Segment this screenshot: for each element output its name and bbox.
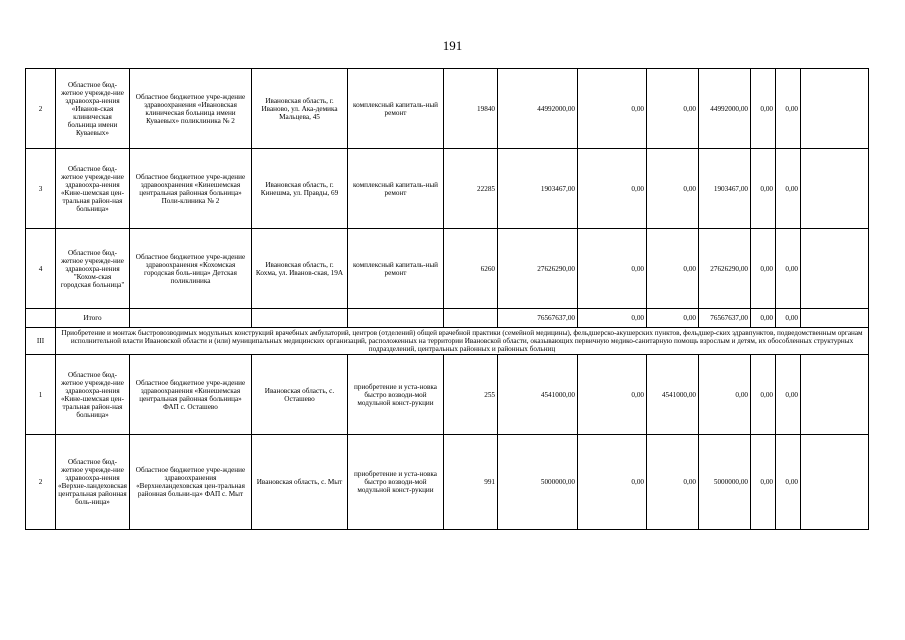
total-label: Итого bbox=[56, 309, 130, 328]
empty-cell bbox=[801, 435, 869, 530]
value-cell: 0,00 bbox=[751, 229, 776, 309]
area-cell: 19840 bbox=[444, 69, 498, 149]
table-row bbox=[26, 435, 869, 530]
value-cell: 44992000,00 bbox=[699, 69, 751, 149]
empty-cell bbox=[801, 355, 869, 435]
value-cell: 1903467,00 bbox=[699, 149, 751, 229]
table-row bbox=[26, 229, 869, 309]
value-cell: 0,00 bbox=[776, 435, 801, 530]
row-number: 3 bbox=[26, 149, 56, 229]
value-cell: 0,00 bbox=[776, 309, 801, 328]
object-cell: Областное бюджетное учре-ждение здравоохранения «Кохомская городская боль-ница» Детская поликлиника bbox=[130, 229, 252, 309]
total-cell: 76567637,00 bbox=[498, 309, 578, 328]
area-cell: 991 bbox=[444, 435, 498, 530]
total-cell: 4541000,00 bbox=[498, 355, 578, 435]
empty-cell bbox=[801, 229, 869, 309]
address-cell: Ивановская область, г. Кинешма, ул. Правды, 69 bbox=[252, 149, 348, 229]
empty-cell bbox=[801, 309, 869, 328]
address-cell: Ивановская область, с. Осташево bbox=[252, 355, 348, 435]
value-cell: 0,00 bbox=[776, 355, 801, 435]
total-cell: 44992000,00 bbox=[498, 69, 578, 149]
row-number: 4 bbox=[26, 229, 56, 309]
object-cell: Областное бюджетное учре-ждение здравоохранения «Верхнеландеховская цен-тральная районная больни-ца» ФАП с. Мыт bbox=[130, 435, 252, 530]
value-cell: 0,00 bbox=[776, 229, 801, 309]
total-cell: 27626290,00 bbox=[498, 229, 578, 309]
value-cell: 0,00 bbox=[578, 435, 647, 530]
value-cell: 5000000,00 bbox=[699, 435, 751, 530]
program-table bbox=[25, 68, 869, 530]
work-cell: приобретение и уста-новка быстро возводи-мой модульной конст-рукции bbox=[348, 355, 444, 435]
area-cell: 6260 bbox=[444, 229, 498, 309]
value-cell: 0,00 bbox=[751, 309, 776, 328]
work-cell: комплексный капиталь-ный ремонт bbox=[348, 69, 444, 149]
value-cell: 0,00 bbox=[751, 69, 776, 149]
work-cell: приобретение и уста-новка быстро возводи-мой модульной конст-рукции bbox=[348, 435, 444, 530]
area-cell: 22285 bbox=[444, 149, 498, 229]
recipient-cell: Областное бюд-жетное учрежде-ние здравоохра-нения «Верхне-ландеховская центральная районная боль-ница» bbox=[56, 435, 130, 530]
address-cell: Ивановская область, с. Мыт bbox=[252, 435, 348, 530]
value-cell: 0,00 bbox=[776, 69, 801, 149]
address-cell: Ивановская область, г. Иваново, ул. Ака-демика Мальцева, 45 bbox=[252, 69, 348, 149]
empty-cell bbox=[130, 309, 252, 328]
recipient-cell: Областное бюд-жетное учрежде-ние здравоохра-нения «Иванов-ская клиническая больница имени Куваевых» bbox=[56, 69, 130, 149]
table-row bbox=[26, 69, 869, 149]
work-cell: комплексный капиталь-ный ремонт bbox=[348, 229, 444, 309]
value-cell: 27626290,00 bbox=[699, 229, 751, 309]
empty-cell bbox=[801, 149, 869, 229]
value-cell: 0,00 bbox=[578, 309, 647, 328]
empty-cell bbox=[252, 309, 348, 328]
recipient-cell: Областное бюд-жетное учрежде-ние здравоохра-нения «Кине-шемская цен-тральная район-ная больница» bbox=[56, 149, 130, 229]
empty-cell bbox=[348, 309, 444, 328]
value-cell: 0,00 bbox=[578, 229, 647, 309]
section-header-row bbox=[26, 328, 869, 355]
section-title: Приобретение и монтаж быстровозводимых модульных конструкций врачебных амбулаторий, центров (отделений) общей врачебной практики (семейной медицины), фельдшерско-акушерских пунктов, фельдшер-ских здравпунктов, подведомственным органам исполнительной власти Ивановской области и (или) муниципальных медицинских организаций, расположенных на территории Ивановской области, оказывающих первичную медико-санитарную помощь взрослым и детям, их обособленных структурных подразделений, центральных районных и районных больниц bbox=[56, 328, 869, 355]
row-number: 2 bbox=[26, 435, 56, 530]
section-number: III bbox=[26, 328, 56, 355]
area-cell: 255 bbox=[444, 355, 498, 435]
value-cell: 0,00 bbox=[647, 229, 699, 309]
address-cell: Ивановская область, г. Кохма, ул. Иванов-ская, 19А bbox=[252, 229, 348, 309]
value-cell: 0,00 bbox=[751, 435, 776, 530]
value-cell: 0,00 bbox=[647, 309, 699, 328]
table-row bbox=[26, 355, 869, 435]
value-cell: 0,00 bbox=[647, 69, 699, 149]
object-cell: Областное бюджетное учре-ждение здравоохранения «Ивановская клиническая больница имени Куваевых» поликлиника № 2 bbox=[130, 69, 252, 149]
value-cell: 0,00 bbox=[578, 149, 647, 229]
row-number: 1 bbox=[26, 355, 56, 435]
value-cell: 0,00 bbox=[699, 355, 751, 435]
row-number: 2 bbox=[26, 69, 56, 149]
value-cell: 0,00 bbox=[578, 69, 647, 149]
value-cell: 0,00 bbox=[578, 355, 647, 435]
object-cell: Областное бюджетное учре-ждение здравоохранения «Кинешемская центральная районная больница» ФАП с. Осташево bbox=[130, 355, 252, 435]
table-row bbox=[26, 149, 869, 229]
recipient-cell: Областное бюд-жетное учрежде-ние здравоохра-нения «Кине-шемская цен-тральная район-ная больница» bbox=[56, 355, 130, 435]
value-cell: 0,00 bbox=[647, 149, 699, 229]
empty-cell bbox=[26, 309, 56, 328]
value-cell: 76567637,00 bbox=[699, 309, 751, 328]
value-cell: 4541000,00 bbox=[647, 355, 699, 435]
recipient-cell: Областное бюд-жетное учрежде-ние здравоохра-нения "Кохом-ская городская больница" bbox=[56, 229, 130, 309]
total-cell: 1903467,00 bbox=[498, 149, 578, 229]
total-cell: 5000000,00 bbox=[498, 435, 578, 530]
object-cell: Областное бюджетное учре-ждение здравоохранения «Кинешемская центральная районная больница» Поли-клиника № 2 bbox=[130, 149, 252, 229]
total-row bbox=[26, 309, 869, 328]
page-number: 191 bbox=[442, 38, 463, 53]
value-cell: 0,00 bbox=[751, 149, 776, 229]
empty-cell bbox=[444, 309, 498, 328]
empty-cell bbox=[801, 69, 869, 149]
value-cell: 0,00 bbox=[647, 435, 699, 530]
value-cell: 0,00 bbox=[751, 355, 776, 435]
value-cell: 0,00 bbox=[776, 149, 801, 229]
work-cell: комплексный капиталь-ный ремонт bbox=[348, 149, 444, 229]
